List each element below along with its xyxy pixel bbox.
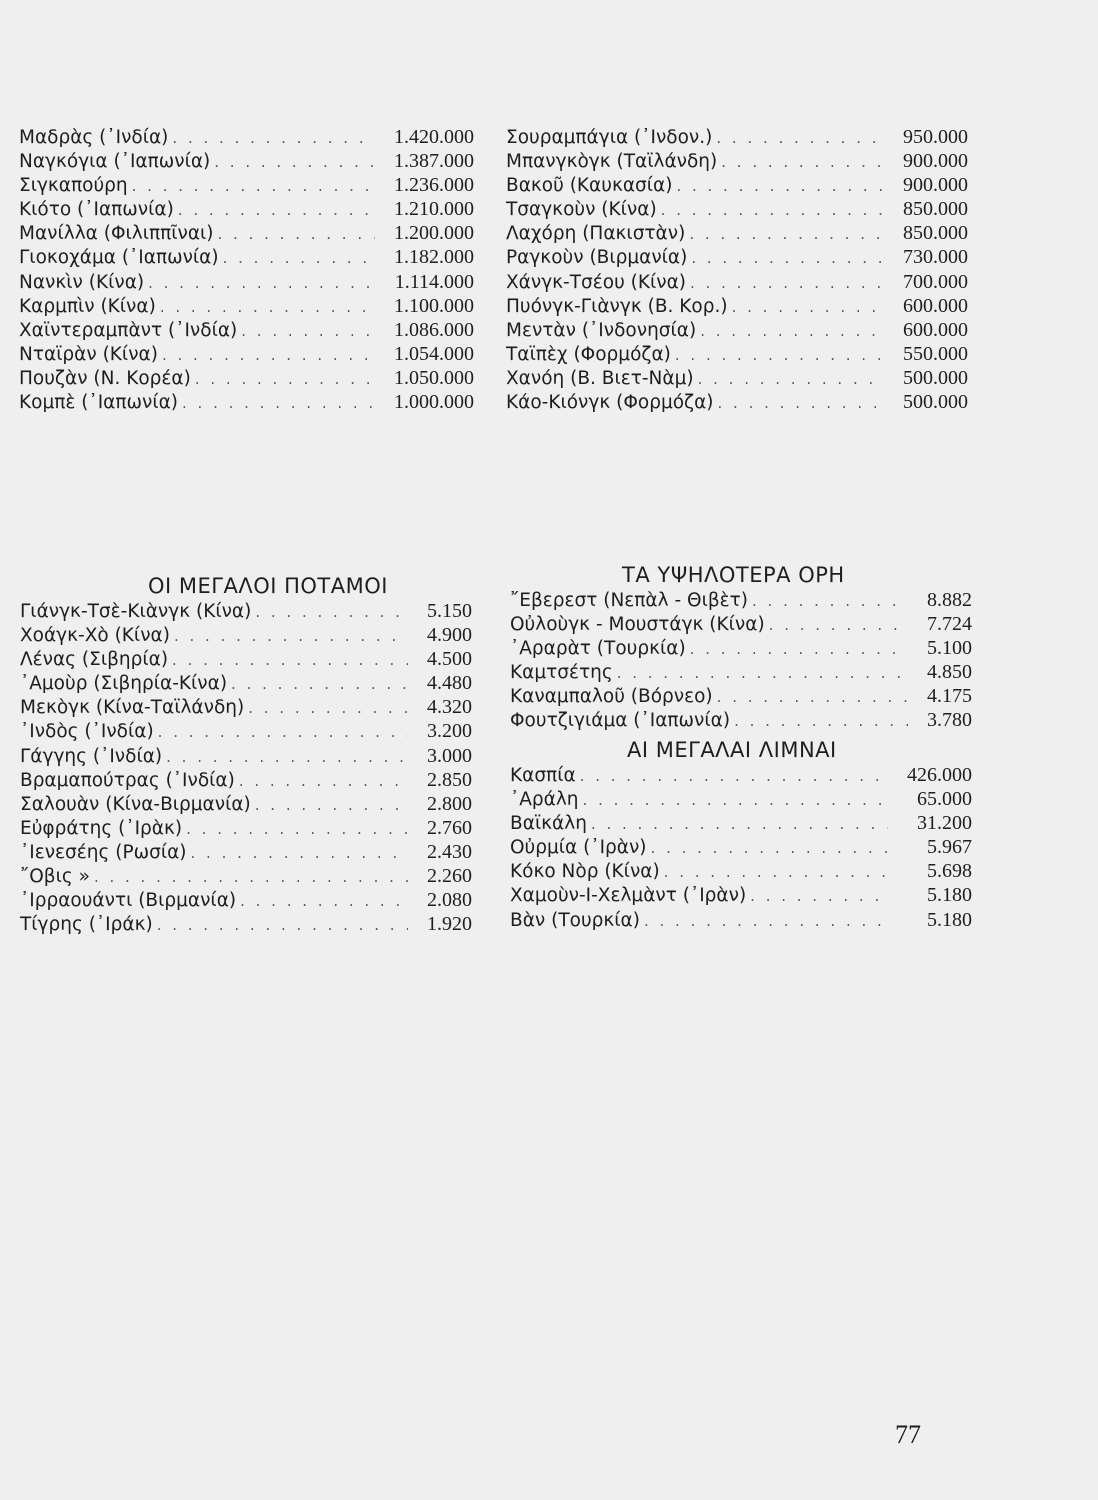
entry-name: Τίγρης (᾽Ιράκ): [20, 914, 153, 936]
entry-name: ᾽Ινδὸς (᾽Ινδία): [20, 721, 154, 743]
entry-value: 600.000: [903, 294, 968, 317]
entry-name: Ραγκοὺν (Βιρμανία): [506, 247, 688, 269]
entry-value: 730.000: [903, 246, 968, 269]
entry-name: ᾽Ιρραουάντι (Βιρμανία): [20, 890, 237, 912]
dot-leader: [721, 151, 884, 174]
dot-leader: [182, 392, 375, 415]
entry-name: ῎Οβις »: [20, 866, 90, 888]
list-item: [20, 793, 472, 817]
list-item: [506, 343, 968, 367]
list-item: [19, 150, 474, 174]
entry-name: Πουζὰν (Ν. Κορέα): [19, 367, 191, 389]
dot-leader: [240, 890, 408, 913]
list-item: [19, 367, 474, 391]
list-item: [506, 271, 968, 295]
entry-value: 4.850: [927, 661, 972, 684]
entry-name: Σουραμπάγια (᾽Ινδον.): [506, 127, 713, 148]
dot-leader: [689, 223, 884, 246]
dot-leader: [214, 151, 375, 174]
entry-name: ᾽Ιενεσέης (Ρωσία): [20, 841, 187, 863]
entry-name: Λαχόρη (Πακιστὰν): [506, 223, 686, 245]
entry-value: 31.200: [917, 812, 972, 835]
list-item: [20, 769, 472, 793]
list-item: [19, 319, 474, 343]
dot-leader: [231, 673, 408, 696]
lakes-list: [510, 764, 972, 933]
entry-name: Καναμπαλοῦ (Βόρνεο): [510, 686, 713, 708]
entry-value: 7.724: [927, 613, 972, 636]
list-item: [19, 295, 474, 319]
dot-leader: [617, 662, 908, 685]
entry-name: Βακοῦ (Καυκασία): [506, 175, 673, 197]
entry-value: 1.114.000: [394, 270, 474, 293]
entry-value: 2.850: [427, 768, 472, 791]
list-item: [19, 271, 474, 295]
mountains-heading: ΤΑ ΥΨΗΛΟΤΕΡΑ ΟΡΗ: [622, 563, 845, 587]
list-item: [506, 126, 968, 150]
list-item: [20, 648, 472, 672]
dot-leader: [186, 818, 408, 841]
list-item: [510, 860, 972, 884]
dot-leader: [717, 686, 908, 709]
dot-leader: [676, 175, 884, 198]
cities-table-right: [506, 126, 968, 415]
rivers-heading: ΟΙ ΜΕΓΑΛΟΙ ΠΟΤΑΜΟΙ: [148, 574, 388, 598]
entry-value: 1.000.000: [394, 391, 474, 414]
list-item: [510, 764, 972, 788]
entry-name: Γιοκοχάμα (᾽Ιαπωνία): [19, 247, 219, 269]
entry-value: 5.100: [927, 637, 972, 660]
dot-leader: [158, 721, 408, 744]
entry-value: 1.086.000: [394, 318, 474, 341]
entry-value: 5.698: [927, 860, 972, 883]
entry-name: Μεντὰν (᾽Ινδονησία): [506, 319, 697, 341]
entry-value: 500.000: [903, 366, 968, 389]
entry-value: 1.182.000: [394, 246, 474, 269]
entry-name: Ταϊπὲχ (Φορμόζα): [506, 343, 671, 365]
dot-leader: [160, 296, 375, 319]
entry-value: 500.000: [903, 391, 968, 414]
dot-leader: [591, 813, 888, 836]
entry-name: ᾽Αμοὺρ (Σιβηρία-Κίνα): [20, 673, 228, 695]
entry-value: 2.430: [427, 840, 472, 863]
entry-name: Μπανγκὸγκ (Ταϊλάνδη): [506, 151, 718, 173]
dot-leader: [218, 223, 375, 246]
list-item: [19, 126, 474, 150]
dot-leader: [94, 866, 408, 889]
list-item: [506, 367, 968, 391]
list-item: [506, 246, 968, 270]
list-item: [506, 295, 968, 319]
entry-name: Καμτσέτης: [510, 662, 613, 684]
list-item: [19, 174, 474, 198]
list-item: [20, 672, 472, 696]
list-item: [506, 198, 968, 222]
list-item: [510, 884, 972, 908]
dot-leader: [750, 885, 888, 908]
entry-name: Γιάνγκ-Τσὲ-Κιὰνγκ (Κίνα): [20, 601, 252, 622]
entry-value: 5.967: [927, 836, 972, 859]
entry-value: 850.000: [903, 222, 968, 245]
entry-value: 1.100.000: [394, 294, 474, 317]
dot-leader: [580, 765, 888, 788]
entry-name: Κάο-Κιόνγκ (Φορμόζα): [506, 392, 714, 414]
list-item: [19, 391, 474, 415]
dot-leader: [700, 320, 884, 343]
entry-name: Χανόη (Β. Βιετ-Νὰμ): [506, 367, 694, 389]
entry-value: 4.900: [427, 624, 472, 647]
entry-name: Πυόνγκ-Γιὰνγκ (Β. Κορ.): [506, 295, 728, 317]
dot-leader: [148, 272, 375, 295]
dot-leader: [157, 914, 408, 937]
dot-leader: [690, 272, 884, 295]
list-item: [20, 696, 472, 720]
list-item: [20, 720, 472, 744]
list-item: [510, 589, 972, 613]
entry-name: Κομπὲ (᾽Ιαπωνία): [19, 392, 178, 414]
dot-leader: [174, 625, 408, 648]
entry-value: 550.000: [903, 342, 968, 365]
dot-leader: [769, 614, 908, 637]
entry-name: Βαϊκάλη: [510, 813, 587, 835]
list-item: [20, 913, 472, 937]
dot-leader: [752, 590, 908, 613]
list-item: [506, 319, 968, 343]
entry-value: 1.200.000: [394, 222, 474, 245]
entry-value: 426.000: [907, 764, 972, 786]
entry-name: ῎Εβερεστ (Νεπὰλ - Θιβὲτ): [510, 590, 748, 611]
entry-value: 1.236.000: [394, 174, 474, 197]
entry-name: Χάνγκ-Τσέου (Κίνα): [506, 271, 687, 293]
entry-name: Καρμπὶν (Κίνα): [19, 295, 156, 317]
entry-name: Οὐρμία (᾽Ιρὰν): [510, 837, 647, 859]
rivers-list: [20, 600, 472, 937]
list-item: [20, 841, 472, 865]
list-item: [20, 600, 472, 624]
entry-name: Λένας (Σιβηρία): [20, 649, 169, 671]
entry-value: 8.882: [927, 589, 972, 611]
entry-name: Κασπία: [510, 765, 576, 786]
entry-value: 900.000: [903, 150, 968, 173]
entry-name: Χαμοὺν-Ι-Χελμὰντ (᾽Ιρὰν): [510, 885, 747, 907]
dot-leader: [690, 638, 908, 661]
list-item: [19, 198, 474, 222]
dot-leader: [661, 199, 884, 222]
entry-value: 600.000: [903, 318, 968, 341]
entry-name: Σαλουὰν (Κίνα-Βιρμανία): [20, 793, 251, 815]
entry-value: 2.760: [427, 816, 472, 839]
entry-name: ᾽Αράλη: [510, 789, 579, 811]
entry-value: 1.050.000: [394, 366, 474, 389]
dot-leader: [191, 842, 409, 865]
list-item: [506, 391, 968, 415]
list-item: [510, 613, 972, 637]
dot-leader: [732, 296, 884, 319]
entry-value: 900.000: [903, 174, 968, 197]
list-item: [20, 889, 472, 913]
entry-value: 1.210.000: [394, 198, 474, 221]
dot-leader: [691, 247, 884, 270]
entry-name: Χοάγκ-Χὸ (Κίνα): [20, 625, 170, 647]
entry-name: Χαϊντεραμπὰντ (᾽Ινδία): [19, 319, 238, 341]
list-item: [510, 812, 972, 836]
cities-table-left: [19, 126, 474, 415]
entry-value: 950.000: [903, 126, 968, 148]
list-item: [20, 745, 472, 769]
dot-leader: [172, 127, 375, 150]
dot-leader: [664, 861, 888, 884]
entry-name: Βραμαπούτρας (᾽Ινδία): [20, 769, 235, 791]
list-item: [506, 150, 968, 174]
entry-value: 3.200: [427, 720, 472, 743]
entry-name: Νανκὶν (Κίνα): [19, 271, 145, 293]
entry-value: 4.500: [427, 648, 472, 671]
entry-value: 5.150: [427, 600, 472, 622]
entry-value: 2.080: [427, 889, 472, 912]
dot-leader: [178, 199, 375, 222]
dot-leader: [248, 697, 408, 720]
list-item: [510, 637, 972, 661]
dot-leader: [651, 837, 888, 860]
rivers-section: [20, 574, 472, 937]
entry-value: 850.000: [903, 198, 968, 221]
entry-name: Τσαγκοὺν (Κίνα): [506, 199, 657, 221]
entry-value: 3.780: [927, 709, 972, 732]
dot-leader: [166, 746, 408, 769]
dot-leader: [172, 649, 408, 672]
list-item: [20, 865, 472, 889]
entry-value: 3.000: [427, 744, 472, 767]
entry-value: 700.000: [903, 270, 968, 293]
entry-name: Μαδρὰς (᾽Ινδία): [19, 127, 169, 148]
entry-value: 1.420.000: [394, 126, 474, 148]
list-item: [510, 661, 972, 685]
entry-name: Οὐλοὺγκ - Μουστάγκ (Κίνα): [510, 614, 765, 636]
entry-value: 5.180: [927, 884, 972, 907]
list-item: [19, 246, 474, 270]
dot-leader: [675, 344, 884, 367]
dot-leader: [223, 247, 375, 270]
entry-value: 1.387.000: [394, 150, 474, 173]
entry-name: Κόκο Νὸρ (Κίνα): [510, 861, 660, 883]
entry-name: Φουτζιγιάμα (᾽Ιαπωνία): [510, 710, 731, 732]
list-item: [506, 222, 968, 246]
entry-value: 2.800: [427, 792, 472, 815]
dot-leader: [241, 320, 375, 343]
dot-leader: [734, 710, 908, 733]
page-number: 77: [895, 1420, 921, 1449]
list-item: [506, 174, 968, 198]
list-item: [19, 343, 474, 367]
entry-name: Σιγκαπούρη: [19, 175, 128, 197]
entry-value: 1.920: [427, 913, 472, 936]
list-item: [510, 709, 972, 733]
entry-name: Μανίλλα (Φιλιππῖναι): [19, 223, 214, 245]
entry-value: 5.180: [927, 908, 972, 931]
entry-value: 2.260: [427, 865, 472, 888]
entry-value: 1.054.000: [394, 342, 474, 365]
entry-value: 4.175: [927, 685, 972, 708]
dot-leader: [132, 175, 375, 198]
dot-leader: [255, 601, 408, 624]
dot-leader: [162, 344, 375, 367]
dot-leader: [239, 770, 408, 793]
dot-leader: [698, 368, 884, 391]
dot-leader: [255, 794, 408, 817]
mountains-list: [510, 589, 972, 734]
entry-name: Γάγγης (᾽Ινδία): [20, 745, 163, 767]
list-item: [19, 222, 474, 246]
entry-name: Βὰν (Τουρκία): [510, 909, 640, 931]
lakes-heading: ΑΙ ΜΕΓΑΛΑΙ ΛΙΜΝΑΙ: [627, 738, 837, 762]
mountains-section: [510, 563, 972, 734]
list-item: [510, 909, 972, 933]
entry-name: Μεκὸγκ (Κίνα-Ταϊλάνδη): [20, 697, 245, 719]
entry-value: 65.000: [917, 788, 972, 811]
list-item: [20, 624, 472, 648]
dot-leader: [718, 392, 884, 415]
lakes-section: [510, 738, 972, 933]
dot-leader: [716, 127, 884, 150]
dot-leader: [644, 910, 888, 933]
entry-name: Εὐφράτης (᾽Ιρὰκ): [20, 817, 183, 839]
entry-name: Νταϊρὰν (Κίνα): [19, 343, 158, 365]
dot-leader: [583, 789, 888, 812]
list-item: [510, 685, 972, 709]
list-item: [510, 788, 972, 812]
list-item: [510, 836, 972, 860]
entry-name: Κιότο (᾽Ιαπωνία): [19, 199, 174, 221]
entry-value: 4.480: [427, 672, 472, 695]
entry-name: Ναγκόγια (᾽Ιαπωνία): [19, 151, 211, 173]
list-item: [20, 817, 472, 841]
entry-name: ᾽Αραρὰτ (Τουρκία): [510, 638, 686, 660]
entry-value: 4.320: [427, 696, 472, 719]
dot-leader: [195, 368, 375, 391]
